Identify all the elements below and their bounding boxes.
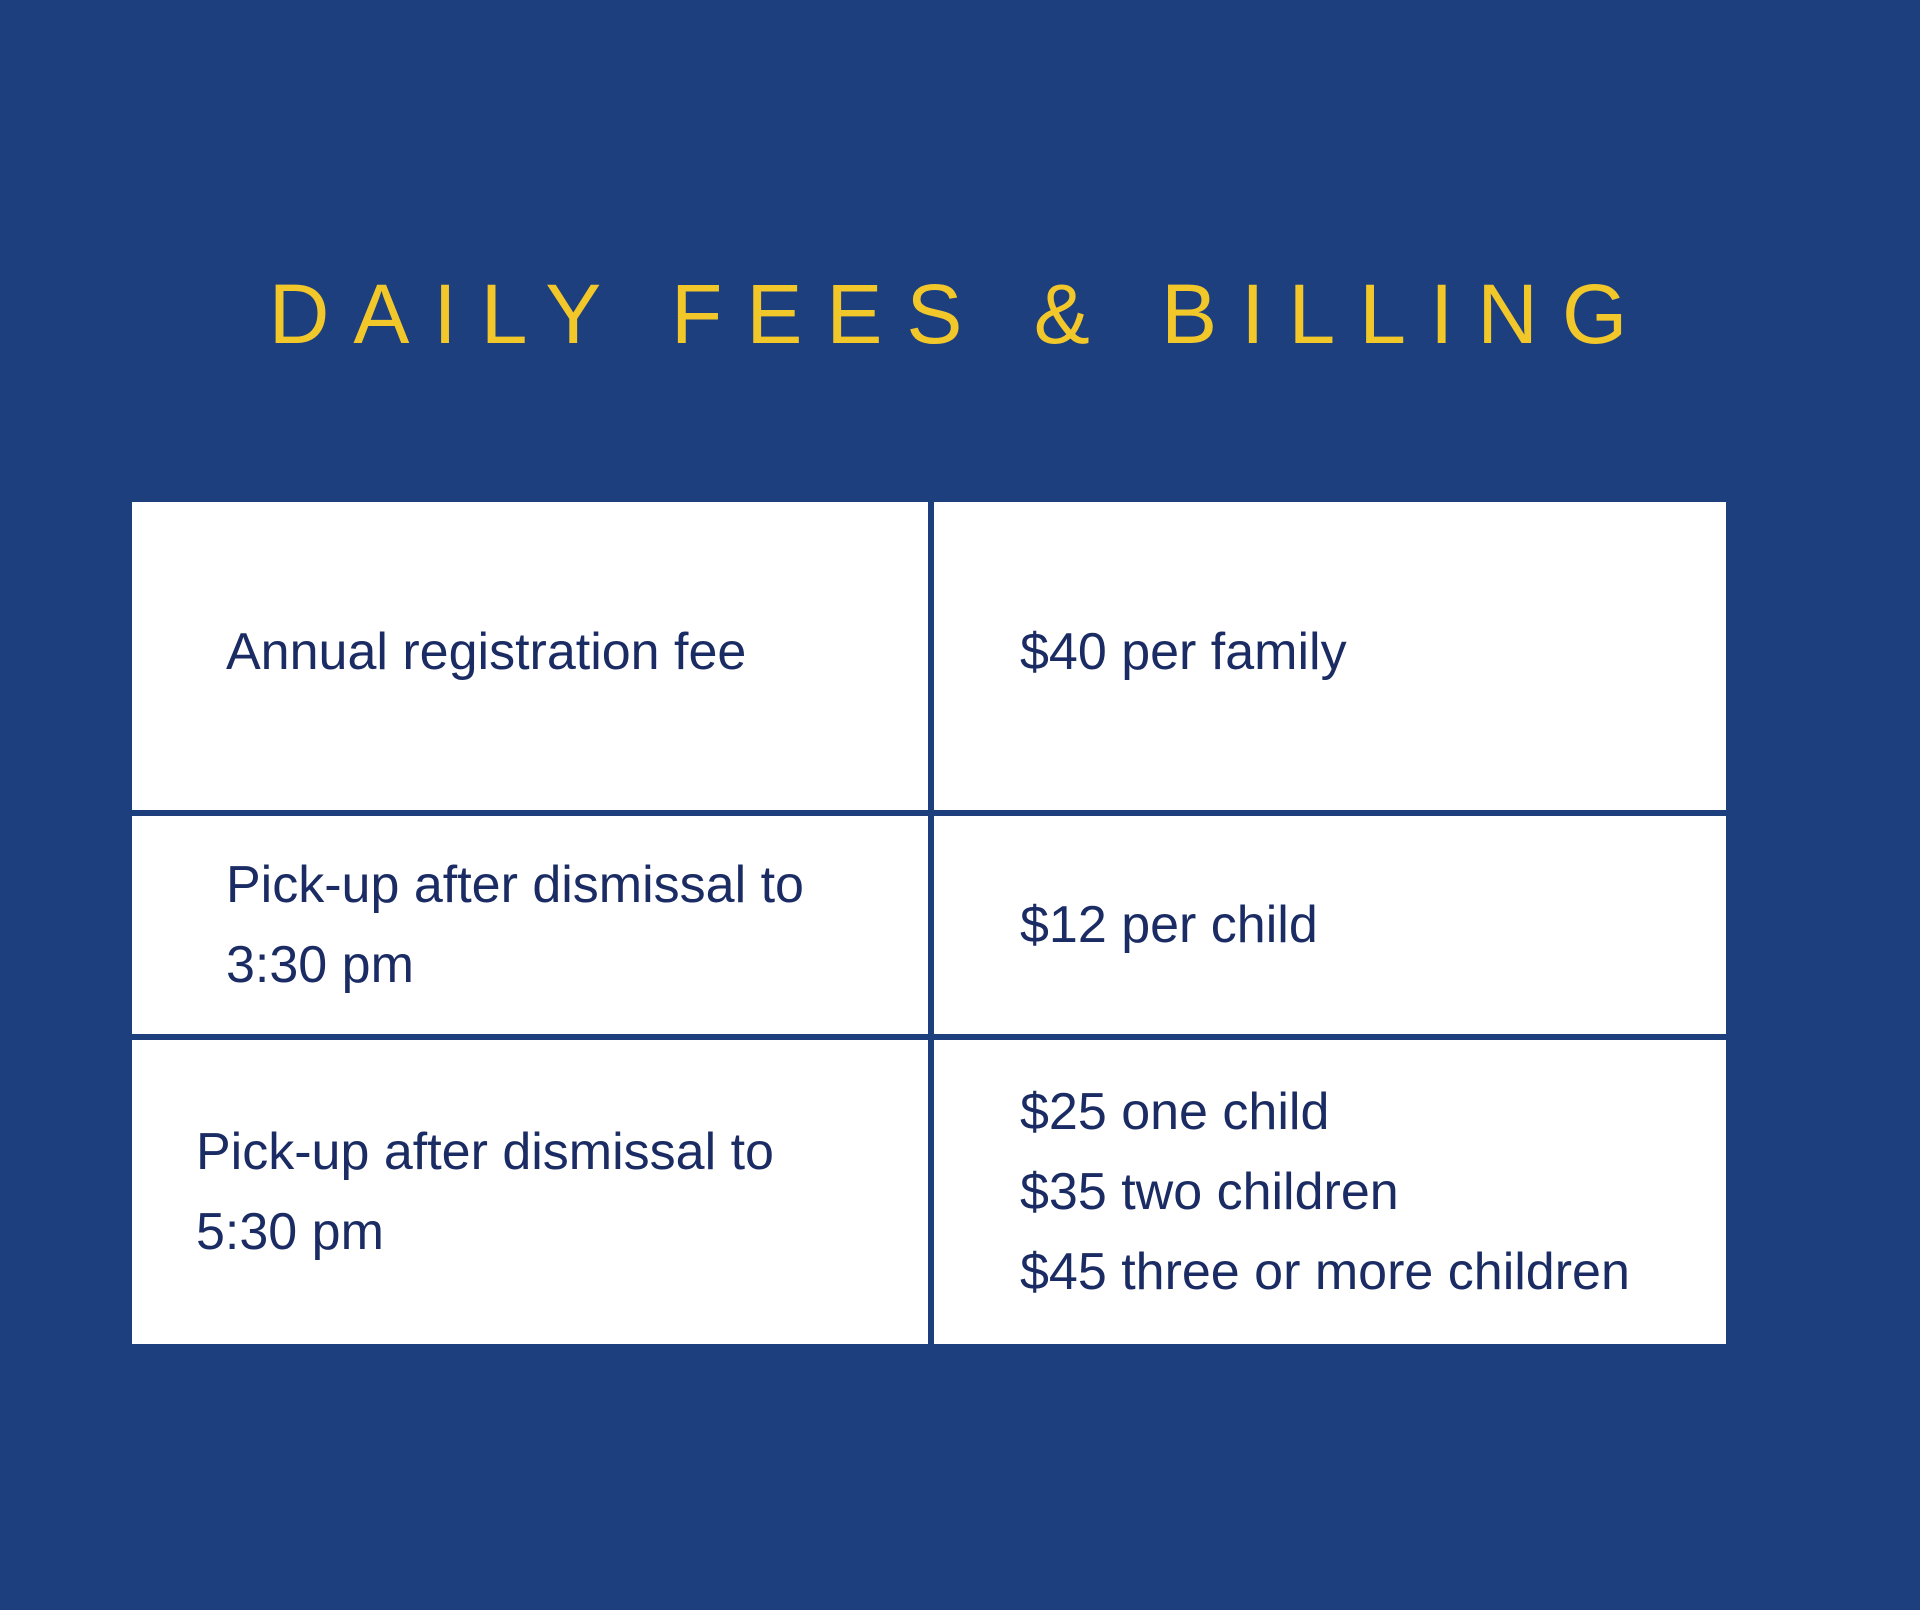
page-title: DAILY FEES & BILLING bbox=[268, 267, 1652, 361]
row-value-line: $45 three or more children bbox=[1020, 1243, 1630, 1301]
table-cell-value bbox=[934, 1040, 1726, 1344]
row-label-line: 3:30 pm bbox=[226, 936, 414, 994]
row-label-line: Pick-up after dismissal to bbox=[226, 856, 804, 914]
table-cell-label bbox=[132, 816, 928, 1034]
table-cell-label bbox=[132, 1040, 928, 1344]
row-label-line: Pick-up after dismissal to bbox=[196, 1123, 774, 1181]
table-cell-label bbox=[132, 502, 928, 810]
row-label-line: Annual registration fee bbox=[226, 623, 747, 681]
fees-table bbox=[132, 502, 1788, 1348]
row-value-line: $12 per child bbox=[1020, 896, 1318, 954]
row-value-line: $40 per family bbox=[1020, 623, 1347, 681]
table-cell-value bbox=[934, 502, 1726, 810]
row-label-line: 5:30 pm bbox=[196, 1203, 384, 1261]
row-value-line: $35 two children bbox=[1020, 1163, 1399, 1221]
table-cell-value bbox=[934, 816, 1726, 1034]
row-value-line: $25 one child bbox=[1020, 1083, 1330, 1141]
